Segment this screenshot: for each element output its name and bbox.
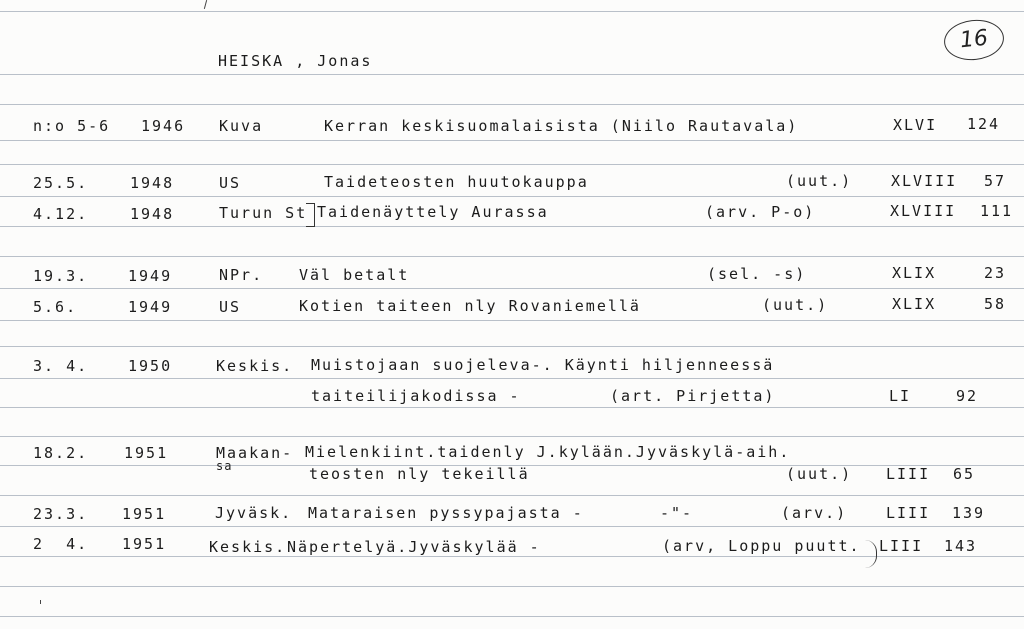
pencil-mark: [40, 600, 41, 604]
entry-note: (uut.): [786, 465, 853, 483]
entry-date: 5.6.: [33, 298, 78, 316]
entry-source: US: [219, 174, 242, 192]
entry-title: Näpertelyä.Jyväskylää -: [287, 538, 541, 556]
entry-year: 1951: [122, 535, 167, 553]
entry-year: 1949: [128, 298, 173, 316]
ruled-line: [0, 74, 1024, 75]
ruled-line: [0, 11, 1024, 12]
entry-volume: LIII: [886, 465, 931, 483]
entry-volume: XLIX: [892, 264, 937, 282]
entry-page: 23: [984, 264, 1007, 282]
entry-source: Kuva: [219, 117, 264, 135]
ruled-line: [0, 346, 1024, 347]
entry-title: Mielenkiint.taidenly J.kylään.Jyväskylä-aih.: [305, 443, 791, 461]
entry-title: Muistojaan suojeleva-. Käynti hiljenneessä: [311, 356, 775, 374]
entry-note: (art. Pirjetta): [610, 387, 776, 405]
entry-page: 111: [980, 202, 1014, 220]
entry-source: US: [219, 298, 242, 316]
entry-note: (uut.): [786, 172, 853, 190]
entry-note: (arv, Loppu puutt.: [662, 537, 861, 555]
entry-title: Taideteosten huutokauppa: [324, 173, 589, 191]
entry-source: Keskis.: [216, 357, 294, 375]
entry-page: 92: [956, 387, 979, 405]
ruled-line: [0, 407, 1024, 408]
ruled-line: [0, 586, 1024, 587]
entry-volume: XLVI: [893, 116, 938, 134]
card-number: 16: [942, 17, 1006, 63]
entry-year: 1951: [124, 444, 169, 462]
entry-date: n:o 5-6: [33, 117, 111, 135]
entry-year: 1951: [122, 505, 167, 523]
entry-source: Keskis.: [209, 538, 287, 556]
entry-title-continued: taiteilijakodissa -: [311, 387, 521, 405]
entry-date: 23.3.: [33, 505, 89, 523]
entry-date: 3. 4.: [33, 357, 89, 375]
ruled-line: [0, 104, 1024, 105]
entry-year: 1949: [128, 267, 173, 285]
entry-date: 25.5.: [33, 174, 89, 192]
entry-page: 124: [967, 115, 1001, 133]
entry-page: 57: [984, 172, 1007, 190]
entry-ditto: -"-: [660, 504, 694, 522]
ruled-line: [0, 616, 1024, 617]
entry-page: 58: [984, 295, 1007, 313]
entry-volume: LI: [889, 387, 912, 405]
entry-source: Maakan-: [216, 444, 294, 462]
ruled-line: [0, 378, 1024, 379]
ruled-line: [0, 164, 1024, 165]
entry-note: (sel. -s): [707, 265, 807, 283]
entry-source: Jyväsk.: [215, 504, 293, 522]
ruled-line: [0, 495, 1024, 496]
ruled-line: [0, 140, 1024, 141]
entry-note: (uut.): [762, 296, 829, 314]
entry-year: 1950: [128, 357, 173, 375]
entry-page: 139: [952, 504, 986, 522]
ruled-line: [0, 196, 1024, 197]
entry-date: 18.2.: [33, 444, 89, 462]
entry-date: 4.12.: [33, 205, 89, 223]
entry-source: NPr.: [219, 266, 264, 284]
entry-year: 1946: [141, 117, 186, 135]
handwritten-parenthesis: [864, 540, 877, 568]
card-heading: HEISKA , Jonas: [218, 52, 373, 70]
entry-source-note: sa: [216, 459, 233, 473]
entry-volume: XLIX: [892, 295, 937, 313]
entry-title: Väl betalt: [299, 266, 410, 284]
ruled-line: [0, 436, 1024, 437]
ruled-line: [0, 226, 1024, 227]
handwritten-bracket: [306, 203, 315, 227]
ruled-line: [0, 288, 1024, 289]
entry-date: 19.3.: [33, 267, 89, 285]
pencil-mark: [204, 0, 207, 9]
entry-volume: LIII: [879, 537, 924, 555]
entry-volume: XLVIII: [891, 172, 958, 190]
entry-note: (arv.): [781, 504, 848, 522]
entry-year: 1948: [130, 174, 175, 192]
entry-volume: XLVIII: [890, 202, 957, 220]
entry-title: Taidenäyttely Aurassa: [317, 203, 549, 221]
ruled-line: [0, 526, 1024, 527]
entry-date: 2 4.: [33, 535, 89, 553]
ruled-line: [0, 256, 1024, 257]
entry-page: 65: [953, 465, 976, 483]
ruled-line: [0, 320, 1024, 321]
entry-title: Kotien taiteen nly Rovaniemellä: [299, 297, 641, 315]
entry-volume: LIII: [886, 504, 931, 522]
entry-year: 1948: [130, 205, 175, 223]
entry-source: Turun St: [219, 204, 308, 222]
entry-page: 143: [944, 537, 978, 555]
entry-title-continued: teosten nly tekeillä: [309, 465, 530, 483]
entry-title: Mataraisen pyssypajasta -: [308, 504, 584, 522]
entry-title: Kerran keskisuomalaisista (Niilo Rautavala): [324, 117, 799, 135]
entry-note: (arv. P-o): [705, 203, 816, 221]
